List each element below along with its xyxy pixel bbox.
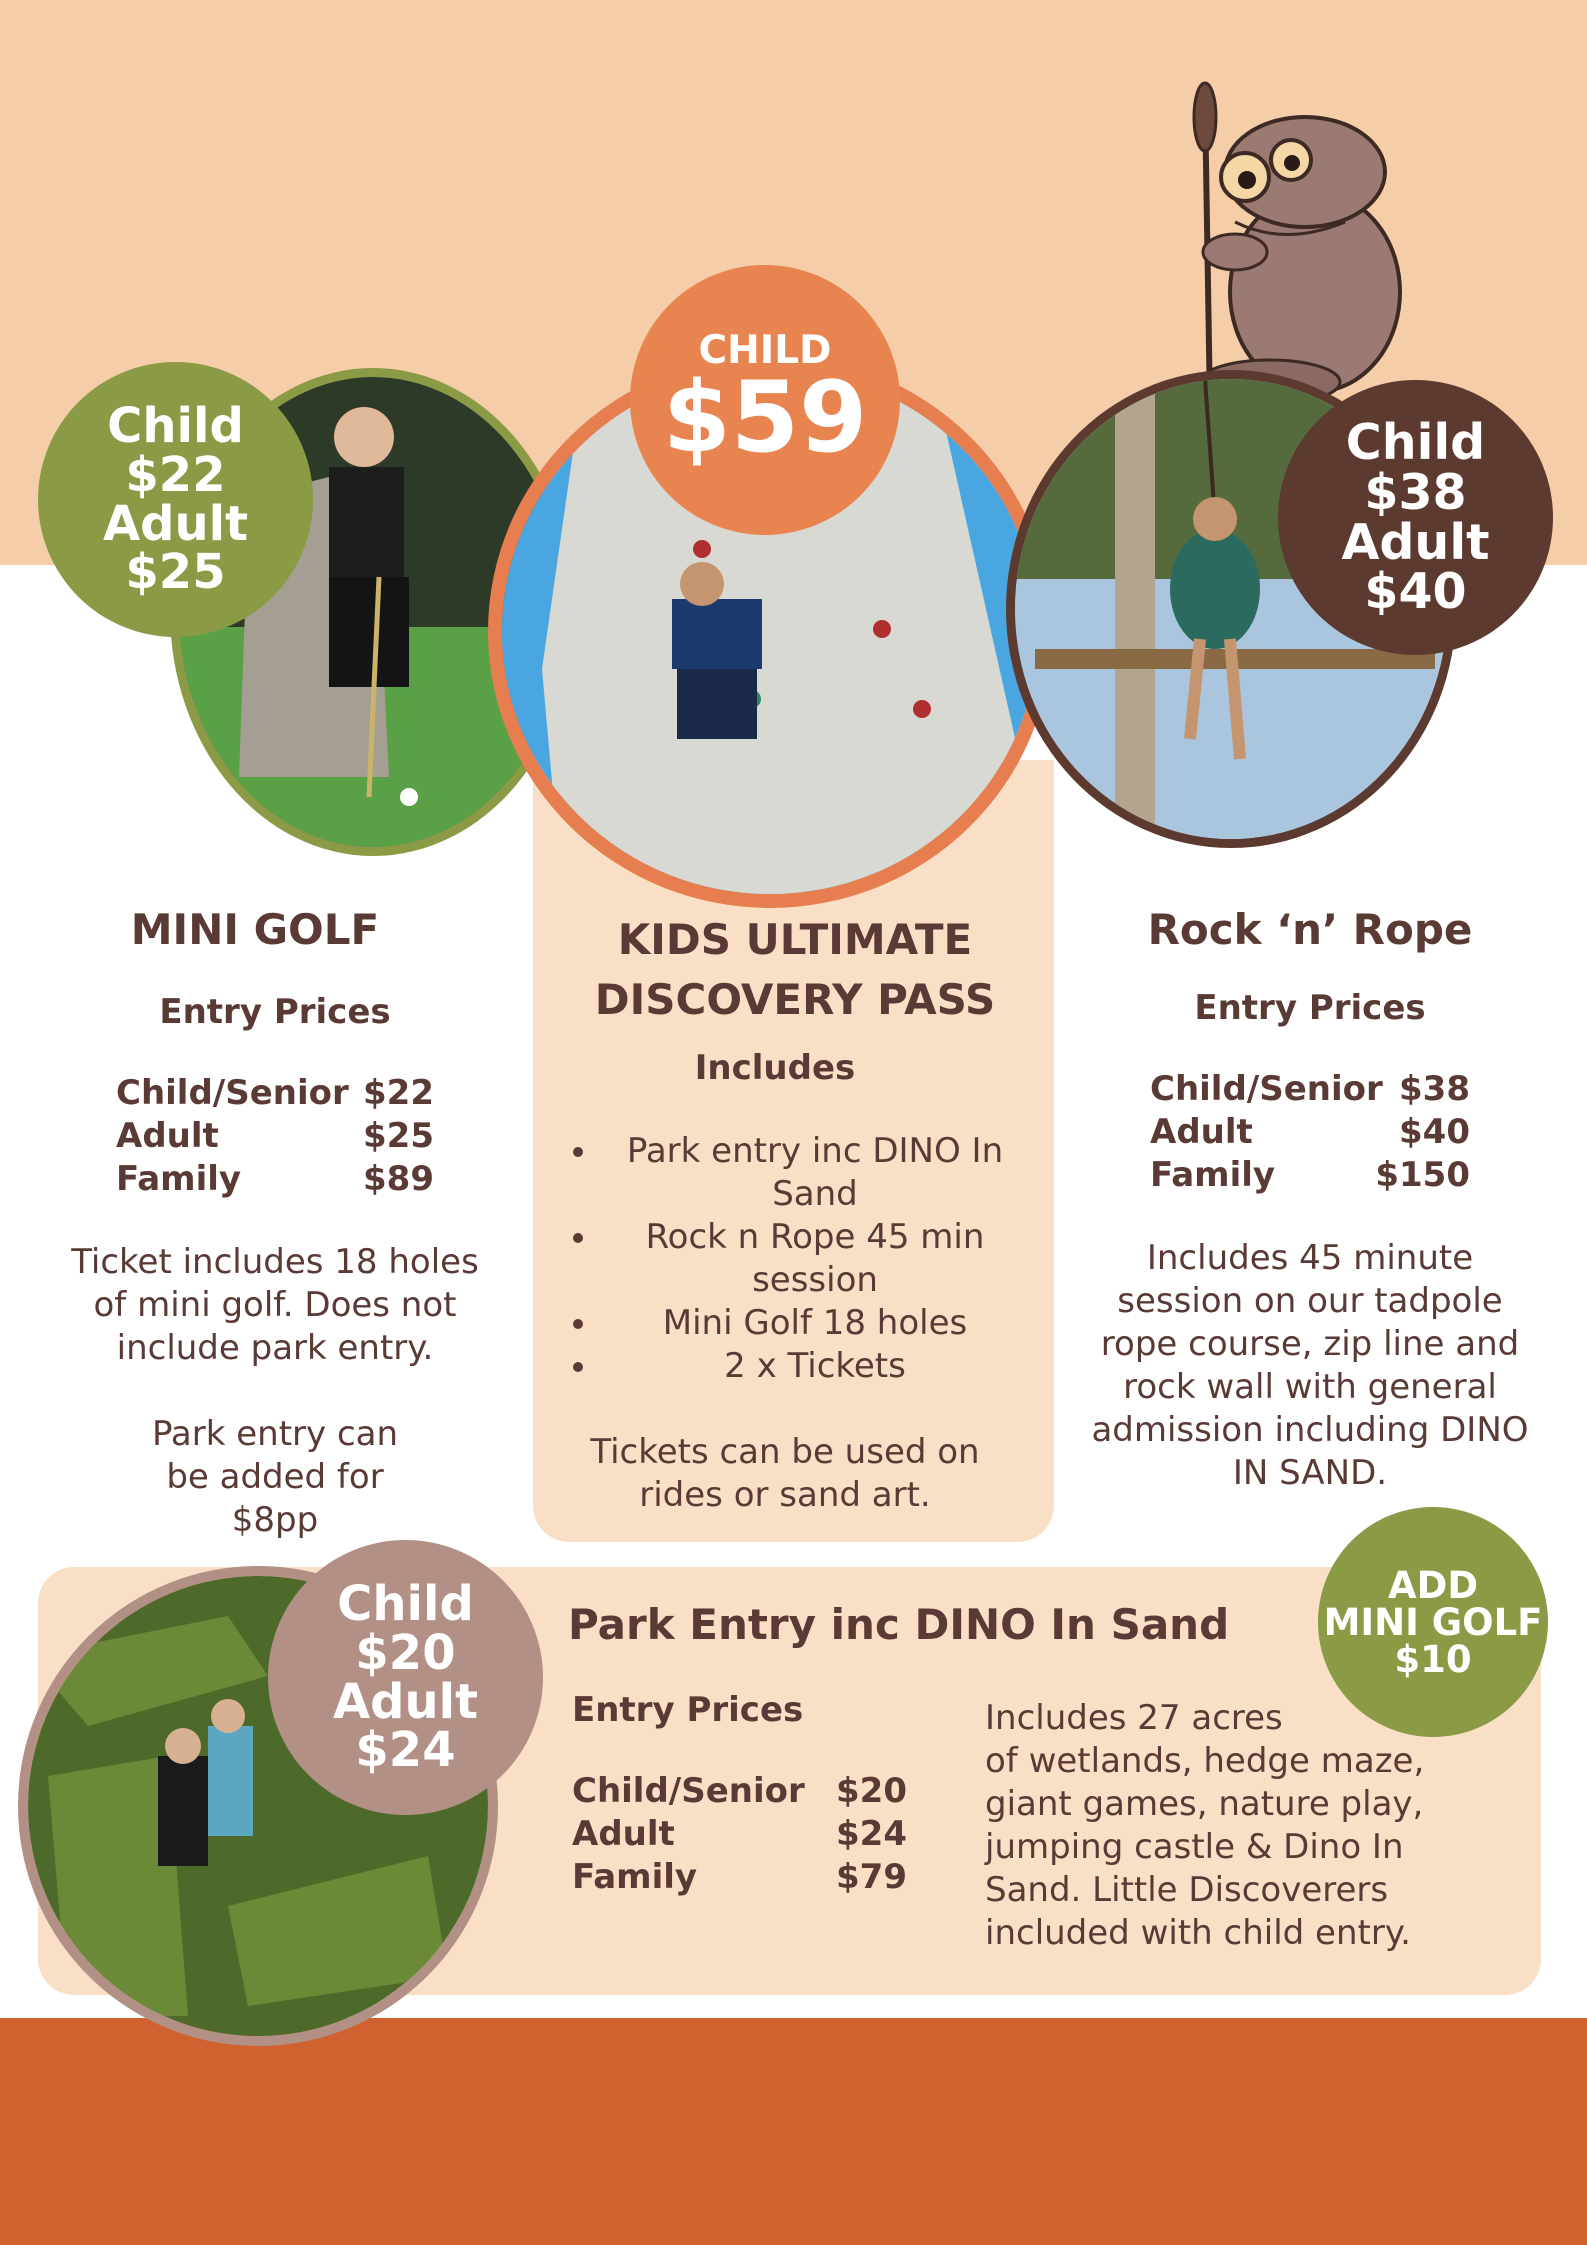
badge-line: ADD [1387, 1563, 1479, 1607]
pass-badge-price: $59 [662, 360, 868, 475]
price-label: Family [1150, 1155, 1276, 1195]
park-entry-prices [572, 1690, 907, 1899]
price-label: Child/Senior [572, 1771, 805, 1811]
price-value: $150 [1375, 1155, 1470, 1195]
bottom-background-band [0, 2018, 1587, 2245]
list-item: • Park entry inc DINO In Sand [600, 1130, 1030, 1216]
badge-line: Adult [332, 1673, 479, 1730]
rock-rope-column [1080, 905, 1540, 1495]
rock-rope-title: Rock ‘n’ Rope [1147, 905, 1473, 954]
mini-golf-addon-note: Park entry can be added for $8pp [151, 1414, 399, 1540]
badge-line: $20 [355, 1624, 456, 1681]
price-row [116, 1072, 434, 1115]
price-row [1150, 1111, 1470, 1154]
badge-line: $10 [1394, 1637, 1472, 1681]
price-value: $38 [1399, 1069, 1470, 1109]
price-value: $20 [836, 1771, 907, 1811]
price-row [116, 1158, 434, 1201]
badge-line: $40 [1364, 563, 1467, 621]
price-label: Adult [116, 1116, 219, 1156]
price-row [1150, 1154, 1470, 1197]
price-row [116, 1115, 434, 1158]
mini-golf-price-badge [38, 362, 313, 637]
rock-rope-subtitle: Entry Prices [1194, 988, 1426, 1028]
mini-golf-subtitle: Entry Prices [159, 992, 391, 1032]
list-item: • Rock n Rope 45 min session [600, 1216, 1030, 1302]
pass-title: KIDS ULTIMATE DISCOVERY PASS [594, 915, 996, 1024]
price-label: Child/Senior [116, 1073, 349, 1113]
price-value: $40 [1399, 1112, 1470, 1152]
park-entry-price-list [572, 1770, 907, 1899]
frog-mascot-illustration [1175, 62, 1425, 412]
rock-rope-description: Includes 45 minute session on our tadpole rope course, zip line and rock wall with general admission including DINO IN SAND. [1091, 1238, 1529, 1493]
badge-line: MINI GOLF [1323, 1600, 1543, 1644]
park-entry-description: Includes 27 acres of wetlands, hedge maze, giant games, nature play, jumping castle & Dino In Sand. Little Discoverers included with child entry. [985, 1698, 1425, 1953]
park-entry-heading: Park Entry inc DINO In Sand [568, 1600, 1230, 1649]
badge-line: $22 [125, 446, 226, 503]
price-value: $89 [363, 1159, 434, 1199]
badge-line: Child [107, 397, 244, 454]
price-value: $24 [836, 1814, 907, 1854]
badge-line: $24 [355, 1722, 456, 1779]
badge-line: Adult [102, 495, 249, 552]
badge-line: $25 [125, 544, 226, 601]
badge-line: Child [1345, 413, 1486, 471]
price-label: Adult [572, 1814, 675, 1854]
list-item: • 2 x Tickets [600, 1345, 1030, 1388]
pass-subtitle: Includes [694, 1048, 856, 1088]
list-item: • Mini Golf 18 holes [600, 1302, 1030, 1345]
price-label: Child/Senior [1150, 1069, 1383, 1109]
price-value: $25 [363, 1116, 434, 1156]
pass-includes-list [560, 1130, 1030, 1388]
park-entry-price-badge [268, 1540, 543, 1815]
price-row [572, 1770, 907, 1813]
mini-golf-column [70, 905, 480, 1542]
price-row [572, 1856, 907, 1899]
rock-rope-price-list [1150, 1068, 1470, 1197]
price-value: $22 [363, 1073, 434, 1113]
park-entry-subtitle: Entry Prices [572, 1690, 804, 1730]
pass-badge-label: CHILD [698, 328, 832, 374]
price-label: Family [572, 1857, 698, 1897]
pass-note: Tickets can be used on rides or sand art. [590, 1432, 980, 1515]
price-label: Family [116, 1159, 242, 1199]
price-row [1150, 1068, 1470, 1111]
mini-golf-title: MINI GOLF [130, 905, 380, 954]
park-entry-title [568, 1600, 1288, 1649]
badge-line: $38 [1364, 463, 1467, 521]
mini-golf-price-list [116, 1072, 434, 1201]
pass-price-badge [630, 265, 900, 535]
mini-golf-description: Ticket includes 18 holes of mini golf. Does not include park entry. [71, 1242, 479, 1368]
badge-line: Adult [1341, 513, 1490, 571]
price-label: Adult [1150, 1112, 1253, 1152]
rock-rope-price-badge [1278, 380, 1553, 655]
price-row [572, 1813, 907, 1856]
badge-line: Child [337, 1575, 474, 1632]
discovery-pass-column [560, 910, 1030, 1517]
price-value: $79 [836, 1857, 907, 1897]
